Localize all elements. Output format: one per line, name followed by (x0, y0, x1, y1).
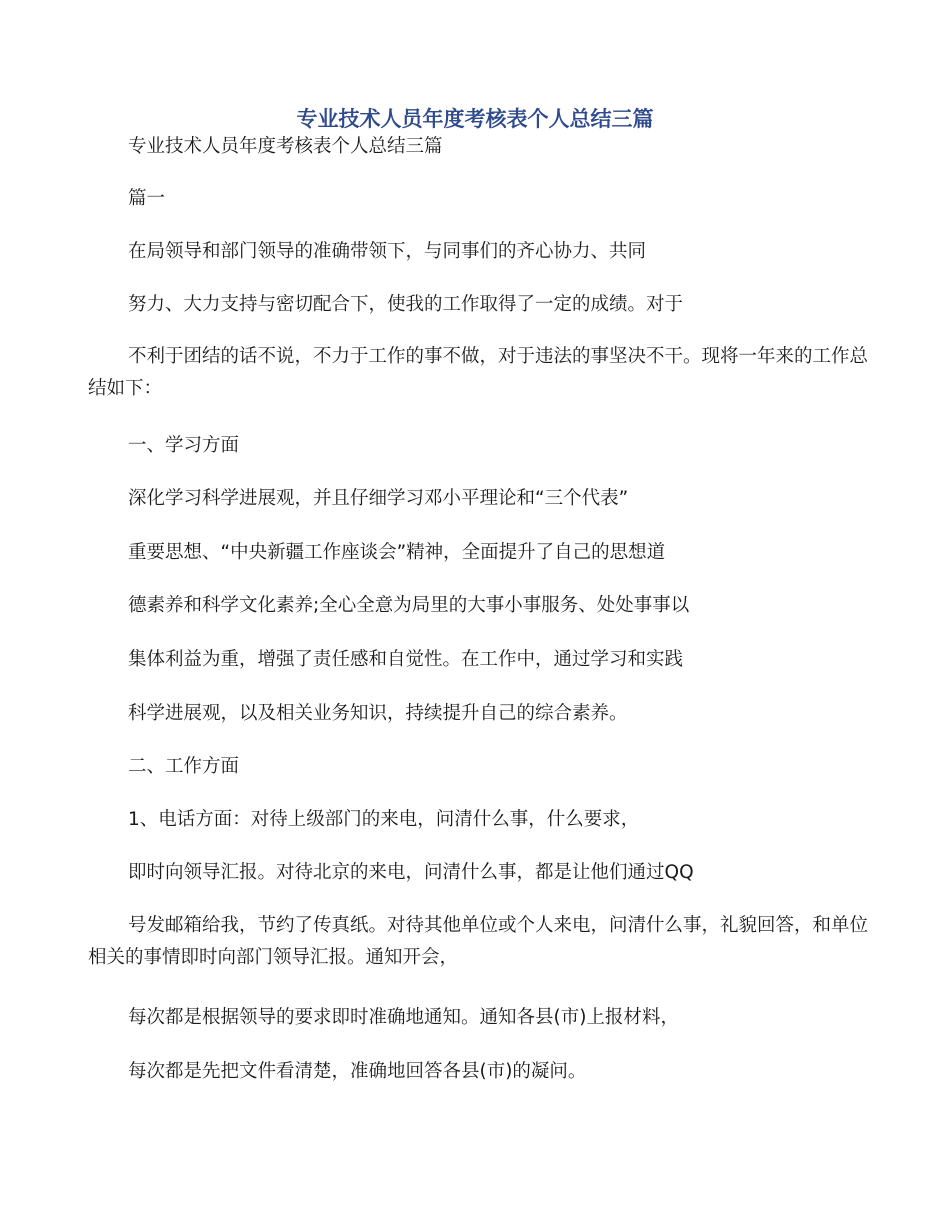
paragraph-line: 深化学习科学进展观，并且仔细学习邓小平理论和“三个代表” (128, 488, 629, 509)
paragraph-line: 重要思想、“中央新疆工作座谈会”精神，全面提升了自己的思想道 (128, 542, 666, 563)
paragraph-line: 科学进展观，以及相关业务知识，持续提升自己的综合素养。 (128, 703, 628, 724)
paragraph-wrapped: 号发邮箱给我，节约了传真纸。对待其他单位或个人来电，问清什么事，礼貌回答，和单位相关的事情即时向部门领导汇报。通知开会， (88, 915, 869, 968)
paragraph-wrapped: 不利于团结的话不说，不力于工作的事不做，对于违法的事坚决不干。现将一年来的工作总结如下： (88, 346, 869, 399)
subtitle-line: 专业技术人员年度考核表个人总结三篇 (128, 136, 443, 157)
paragraph-line: 努力、大力支持与密切配合下，使我的工作取得了一定的成绩。对于 (128, 294, 684, 315)
section-heading: 一、学习方面 (128, 435, 240, 456)
paragraph-line: 1、电话方面：对待上级部门的来电，问清什么事，什么要求， (128, 809, 640, 830)
paragraph-line: 德素养和科学文化素养;全心全意为局里的大事小事服务、处处事事以 (128, 595, 690, 616)
paragraph-line: 集体利益为重，增强了责任感和自觉性。在工作中，通过学习和实践 (128, 649, 684, 670)
paragraph-line: 即时向领导汇报。对待北京的来电，问清什么事，都是让他们通过QQ (128, 862, 694, 883)
section-heading: 二、工作方面 (128, 756, 240, 777)
document-title: 专业技术人员年度考核表个人总结三篇 (296, 107, 654, 131)
paragraph-line: 在局领导和部门领导的准确带领下，与同事们的齐心协力、共同 (128, 241, 647, 262)
paragraph-line: 每次都是先把文件看清楚，准确地回答各县(市)的凝问。 (128, 1061, 587, 1082)
paragraph-line: 每次都是根据领导的要求即时准确地通知。通知各县(市)上报材料， (128, 1007, 679, 1028)
section-label: 篇一 (128, 188, 166, 209)
